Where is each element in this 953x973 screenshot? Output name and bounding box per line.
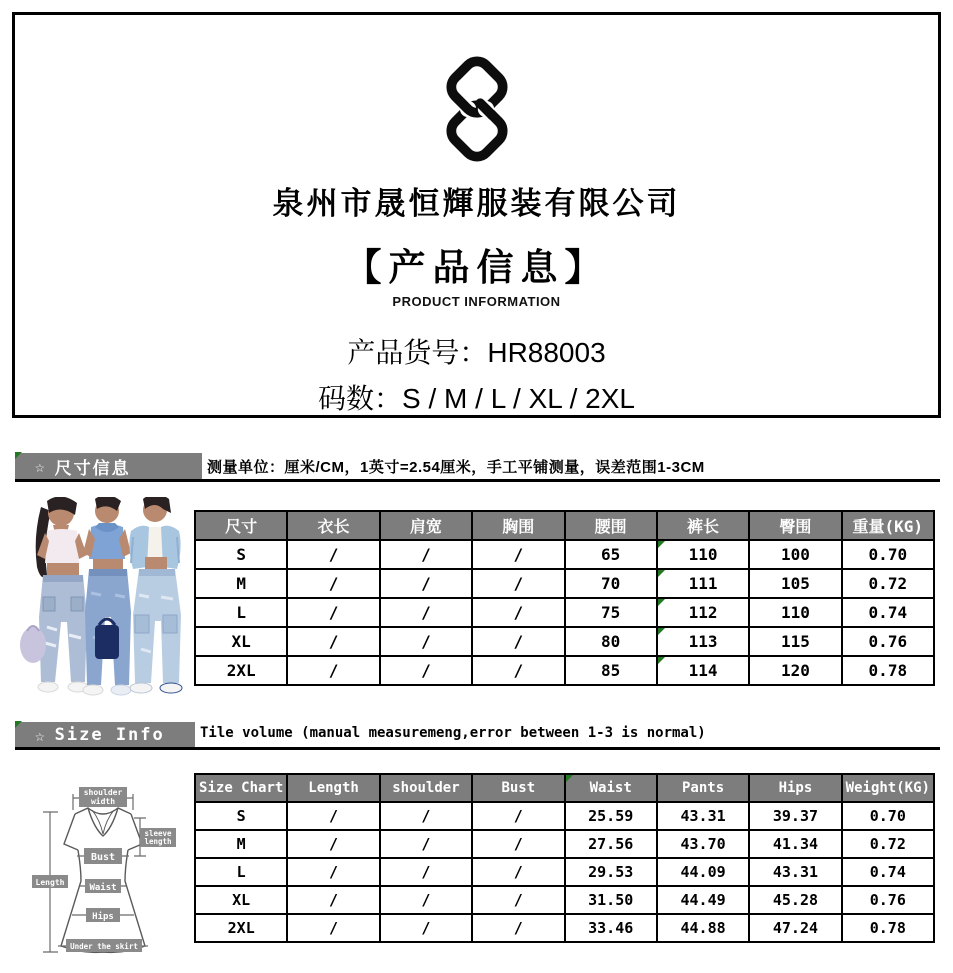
value-cell: 44.09 xyxy=(657,858,749,886)
value-cell: 27.56 xyxy=(565,830,657,858)
product-info-card xyxy=(12,12,941,418)
value-cell: 44.49 xyxy=(657,886,749,914)
brand-logo xyxy=(15,48,938,170)
column-header: Pants xyxy=(657,774,749,802)
value-cell: / xyxy=(380,886,472,914)
value-cell: 0.72 xyxy=(842,830,934,858)
star-icon: ☆ xyxy=(35,456,45,476)
value-cell: 111 xyxy=(657,569,749,598)
value-cell: / xyxy=(472,569,564,598)
value-cell: 105 xyxy=(749,569,841,598)
value-cell: 65 xyxy=(565,540,657,569)
value-cell: 114 xyxy=(657,656,749,685)
value-cell: / xyxy=(380,540,472,569)
svg-text:width: width xyxy=(90,797,116,806)
size-cell: 2XL xyxy=(195,914,287,942)
value-cell: 31.50 xyxy=(565,886,657,914)
svg-text:length: length xyxy=(144,837,172,846)
value-cell: 115 xyxy=(749,627,841,656)
column-header: Hips xyxy=(749,774,841,802)
column-header: Waist xyxy=(565,774,657,802)
svg-text:sleeve: sleeve xyxy=(144,829,172,838)
table-row xyxy=(195,540,934,569)
value-cell: 29.53 xyxy=(565,858,657,886)
model-photo xyxy=(3,497,195,698)
column-header: shoulder xyxy=(380,774,472,802)
divider-rule xyxy=(15,479,940,482)
table-row xyxy=(195,914,934,942)
svg-text:Length: Length xyxy=(35,878,65,887)
table-header-row xyxy=(195,774,934,802)
size-table-inches xyxy=(194,773,935,943)
column-header: 肩宽 xyxy=(380,511,472,540)
value-cell: 0.74 xyxy=(842,858,934,886)
value-cell: / xyxy=(472,627,564,656)
value-cell: 75 xyxy=(565,598,657,627)
size-cell: S xyxy=(195,540,287,569)
value-cell: / xyxy=(287,858,379,886)
value-cell: 39.37 xyxy=(749,802,841,830)
section-bar-size-cm xyxy=(15,453,202,479)
value-cell: / xyxy=(472,802,564,830)
column-header: 裤长 xyxy=(657,511,749,540)
value-cell: / xyxy=(380,802,472,830)
value-cell: / xyxy=(287,802,379,830)
svg-text:shoulder: shoulder xyxy=(83,788,123,797)
value-cell: / xyxy=(380,858,472,886)
value-cell: 85 xyxy=(565,656,657,685)
divider-rule xyxy=(15,747,940,750)
size-cell: L xyxy=(195,598,287,627)
value-cell: / xyxy=(287,914,379,942)
item-number-value: HR88003 xyxy=(487,337,606,368)
value-cell: 0.76 xyxy=(842,627,934,656)
corner-marker-icon xyxy=(15,452,22,459)
corner-marker-icon xyxy=(15,721,22,728)
section-bar-label: 尺寸信息 xyxy=(54,458,131,479)
value-cell: / xyxy=(380,598,472,627)
value-cell: 80 xyxy=(565,627,657,656)
value-cell: 0.76 xyxy=(842,886,934,914)
value-cell: / xyxy=(287,540,379,569)
size-cell: M xyxy=(195,569,287,598)
value-cell: 70 xyxy=(565,569,657,598)
value-cell: 0.78 xyxy=(842,656,934,685)
column-header: Bust xyxy=(472,774,564,802)
value-cell: / xyxy=(287,627,379,656)
star-icon: ☆ xyxy=(35,725,45,745)
item-number-line xyxy=(15,331,938,371)
value-cell: 100 xyxy=(749,540,841,569)
value-cell: / xyxy=(287,656,379,685)
value-cell: / xyxy=(472,830,564,858)
value-cell: 47.24 xyxy=(749,914,841,942)
value-cell: / xyxy=(472,914,564,942)
measure-note-cn: 测量单位：厘米/CM，1英寸=2.54厘米，手工平铺测量，误差范围1-3CM xyxy=(207,459,705,476)
column-header: 胸围 xyxy=(472,511,564,540)
section-bar-size-info xyxy=(15,722,195,748)
size-cell: L xyxy=(195,858,287,886)
table-row xyxy=(195,802,934,830)
value-cell: 43.31 xyxy=(749,858,841,886)
size-table-cm xyxy=(194,510,935,686)
value-cell: / xyxy=(472,858,564,886)
value-cell: 0.78 xyxy=(842,914,934,942)
product-info-title-cn: 【产品信息】 xyxy=(344,245,609,289)
value-cell: / xyxy=(472,598,564,627)
value-cell: / xyxy=(472,656,564,685)
value-cell: 120 xyxy=(749,656,841,685)
value-cell: 110 xyxy=(749,598,841,627)
value-cell: / xyxy=(472,540,564,569)
value-cell: 0.74 xyxy=(842,598,934,627)
value-cell: 43.70 xyxy=(657,830,749,858)
value-cell: / xyxy=(380,656,472,685)
measure-note-en: Tile volume (manual measuremeng,error between 1-3 is normal) xyxy=(200,725,706,741)
column-header: 衣长 xyxy=(287,511,379,540)
size-cell: S xyxy=(195,802,287,830)
table-row xyxy=(195,598,934,627)
value-cell: 0.70 xyxy=(842,802,934,830)
value-cell: / xyxy=(287,569,379,598)
table-row xyxy=(195,656,934,685)
column-header: 重量(KG) xyxy=(842,511,934,540)
value-cell: / xyxy=(380,914,472,942)
sizes-value: S / M / L / XL / 2XL xyxy=(402,383,635,414)
table-row xyxy=(195,886,934,914)
value-cell: 0.72 xyxy=(842,569,934,598)
value-cell: / xyxy=(380,569,472,598)
sizes-line xyxy=(15,377,938,417)
column-header: Weight(KG) xyxy=(842,774,934,802)
svg-text:Bust: Bust xyxy=(90,852,116,863)
value-cell: 43.31 xyxy=(657,802,749,830)
value-cell: 112 xyxy=(657,598,749,627)
column-header: 臀围 xyxy=(749,511,841,540)
value-cell: / xyxy=(287,830,379,858)
product-info-title-en: PRODUCT INFORMATION xyxy=(392,294,561,309)
column-header: 尺寸 xyxy=(195,511,287,540)
value-cell: 44.88 xyxy=(657,914,749,942)
sizes-label: 码数： xyxy=(318,383,403,414)
value-cell: / xyxy=(380,830,472,858)
column-header: Size Chart xyxy=(195,774,287,802)
value-cell: 33.46 xyxy=(565,914,657,942)
table-row xyxy=(195,830,934,858)
chain-s-logo-icon xyxy=(426,48,528,170)
svg-text:Waist: Waist xyxy=(89,883,117,893)
svg-text:Under the skirt: Under the skirt xyxy=(70,942,138,951)
value-cell: / xyxy=(472,886,564,914)
table-row xyxy=(195,569,934,598)
size-cell: 2XL xyxy=(195,656,287,685)
table-header-row xyxy=(195,511,934,540)
value-cell: / xyxy=(287,598,379,627)
value-cell: / xyxy=(287,886,379,914)
value-cell: 113 xyxy=(657,627,749,656)
value-cell: 0.70 xyxy=(842,540,934,569)
value-cell: / xyxy=(380,627,472,656)
item-number-label: 产品货号： xyxy=(347,337,488,368)
svg-text:Hips: Hips xyxy=(92,912,114,922)
value-cell: 110 xyxy=(657,540,749,569)
table-row xyxy=(195,858,934,886)
table-row xyxy=(195,627,934,656)
section-bar-label: Size Info xyxy=(54,725,165,745)
value-cell: 41.34 xyxy=(749,830,841,858)
value-cell: 45.28 xyxy=(749,886,841,914)
size-cell: XL xyxy=(195,886,287,914)
company-name: 泉州市晟恒輝服装有限公司 xyxy=(272,186,681,222)
value-cell: 25.59 xyxy=(565,802,657,830)
measurement-diagram xyxy=(28,776,178,964)
column-header: Length xyxy=(287,774,379,802)
column-header: 腰围 xyxy=(565,511,657,540)
size-cell: M xyxy=(195,830,287,858)
size-cell: XL xyxy=(195,627,287,656)
